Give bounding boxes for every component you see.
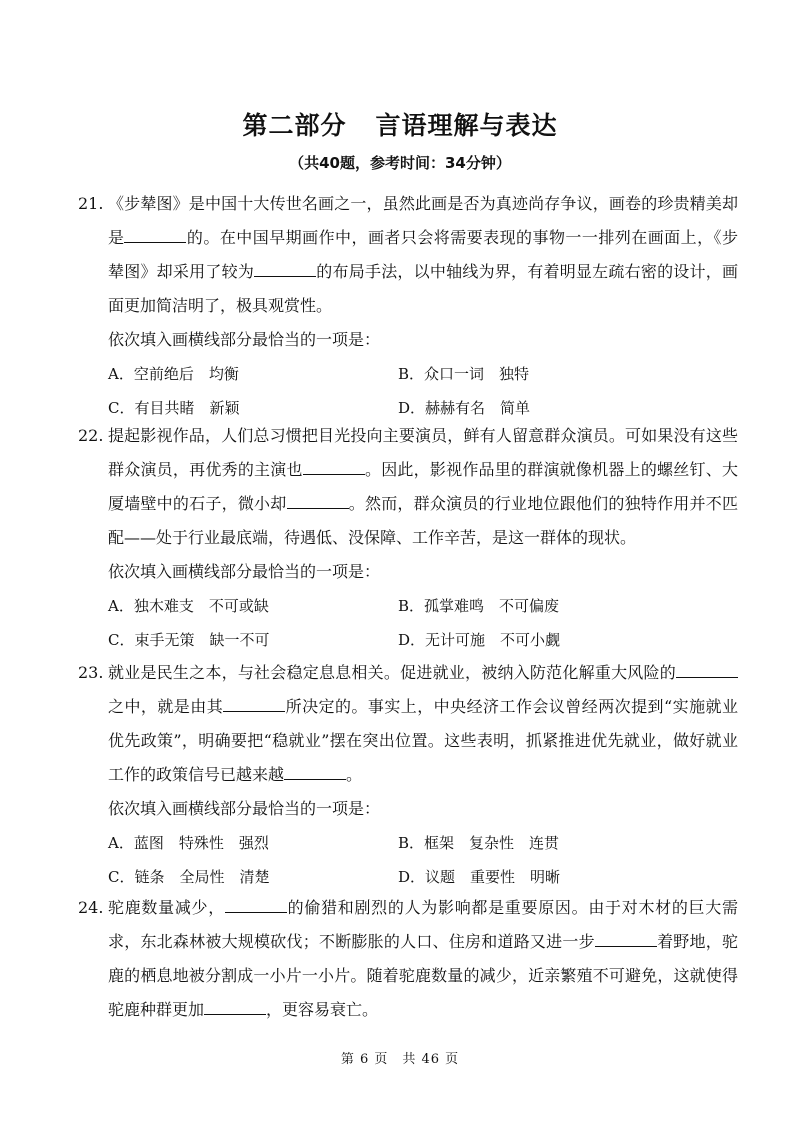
question-stem: 提起影视作品，人们总习惯把目光投向主要演员，鲜有人留意群众演员。可如果没有这些群众演员，再优秀的主演也 。因此，影视作品里的群演就像机器上的螺丝钉、大厦墙壁中的石子，微小却 。然而，群众演员的行业地位跟他们的独特作用并不匹配——处于行业最底端，待遇低、没保障、工作辛苦，是这一群体的现状。 xyxy=(108,426,738,547)
question-number: 24. xyxy=(78,898,104,917)
fill-blank xyxy=(124,228,186,243)
question-number: 23. xyxy=(78,663,104,682)
question-stem: 驼鹿数量减少， 的偷猎和剧烈的人为影响都是重要原因。由于对木材的巨大需求，东北森林被大规模砍伐；不断膨胀的人口、住房和道路又进一步 着野地，驼鹿的栖息地被分割成一小片一小片。随着驼鹿数量的减少，近亲繁殖不可避免，这就使得驼鹿种群更加 ，更容易衰亡。 xyxy=(108,898,738,1019)
question-21 xyxy=(78,187,738,425)
section-title: 第二部分 言语理解与表达 xyxy=(242,111,558,140)
question-stem: 就业是民生之本，与社会稳定息息相关。促进就业，被纳入防范化解重大风险的之中，就是由其 所决定的。事实上，中央经济工作会议曾经两次提到“实施就业优先政策”，明确要把“稳就业”摆在突出位置。这些表明，抓紧推进优先就业，做好就业工作的政策信号已越来越 。 xyxy=(108,663,738,784)
fill-blank xyxy=(303,460,365,475)
fill-blank xyxy=(284,765,346,780)
question-prompt: 依次填入画横线部分最恰当的一项是： xyxy=(108,330,381,349)
option-d: D．议题 重要性 明晰 xyxy=(398,868,561,886)
option-list xyxy=(108,589,738,657)
option-b: B．孤掌难鸣 不可偏废 xyxy=(398,597,560,615)
option-c: C．束手无策 缺一不可 xyxy=(108,631,270,649)
option-b: B．框架 复杂性 连贯 xyxy=(398,834,560,852)
option-list xyxy=(108,357,738,425)
option-d: D．赫赫有名 简单 xyxy=(398,399,531,417)
fill-blank xyxy=(676,663,738,678)
question-22 xyxy=(78,419,738,657)
question-prompt: 依次填入画横线部分最恰当的一项是： xyxy=(108,562,381,581)
option-c: C．链条 全局性 清楚 xyxy=(108,868,270,886)
question-number: 22. xyxy=(78,426,104,445)
option-a: A．独木难支 不可或缺 xyxy=(108,597,269,615)
fill-blank xyxy=(595,932,657,947)
fill-blank xyxy=(204,1000,266,1015)
question-number: 21. xyxy=(78,194,104,213)
option-list xyxy=(108,826,738,894)
option-c: C．有目共睹 新颖 xyxy=(108,399,240,417)
question-prompt: 依次填入画横线部分最恰当的一项是： xyxy=(108,799,381,818)
option-a: A．蓝图 特殊性 强烈 xyxy=(108,834,269,852)
option-b: B．众口一词 独特 xyxy=(398,365,530,383)
fill-blank xyxy=(254,262,316,277)
page-number: 第 6 页 共 46 页 xyxy=(340,1052,460,1067)
question-23 xyxy=(78,656,738,894)
fill-blank xyxy=(287,494,349,509)
fill-blank xyxy=(223,697,285,712)
fill-blank xyxy=(225,898,287,913)
question-stem: 《步辇图》是中国十大传世名画之一，虽然此画是否为真迹尚存争议，画卷的珍贵精美却是 的。在中国早期画作中，画者只会将需要表现的事物一一排列在画面上，《步辇图》却采用了较为 的布局手法，以中轴线为界，有着明显左疏右密的设计，画面更加简洁明了，极具观赏性。 xyxy=(108,194,738,315)
option-a: A．空前绝后 均衡 xyxy=(108,365,239,383)
option-d: D．无计可施 不可小觑 xyxy=(398,631,561,649)
section-subtitle: （共40题，参考时间：34分钟） xyxy=(289,154,511,172)
question-24 xyxy=(78,891,738,1027)
